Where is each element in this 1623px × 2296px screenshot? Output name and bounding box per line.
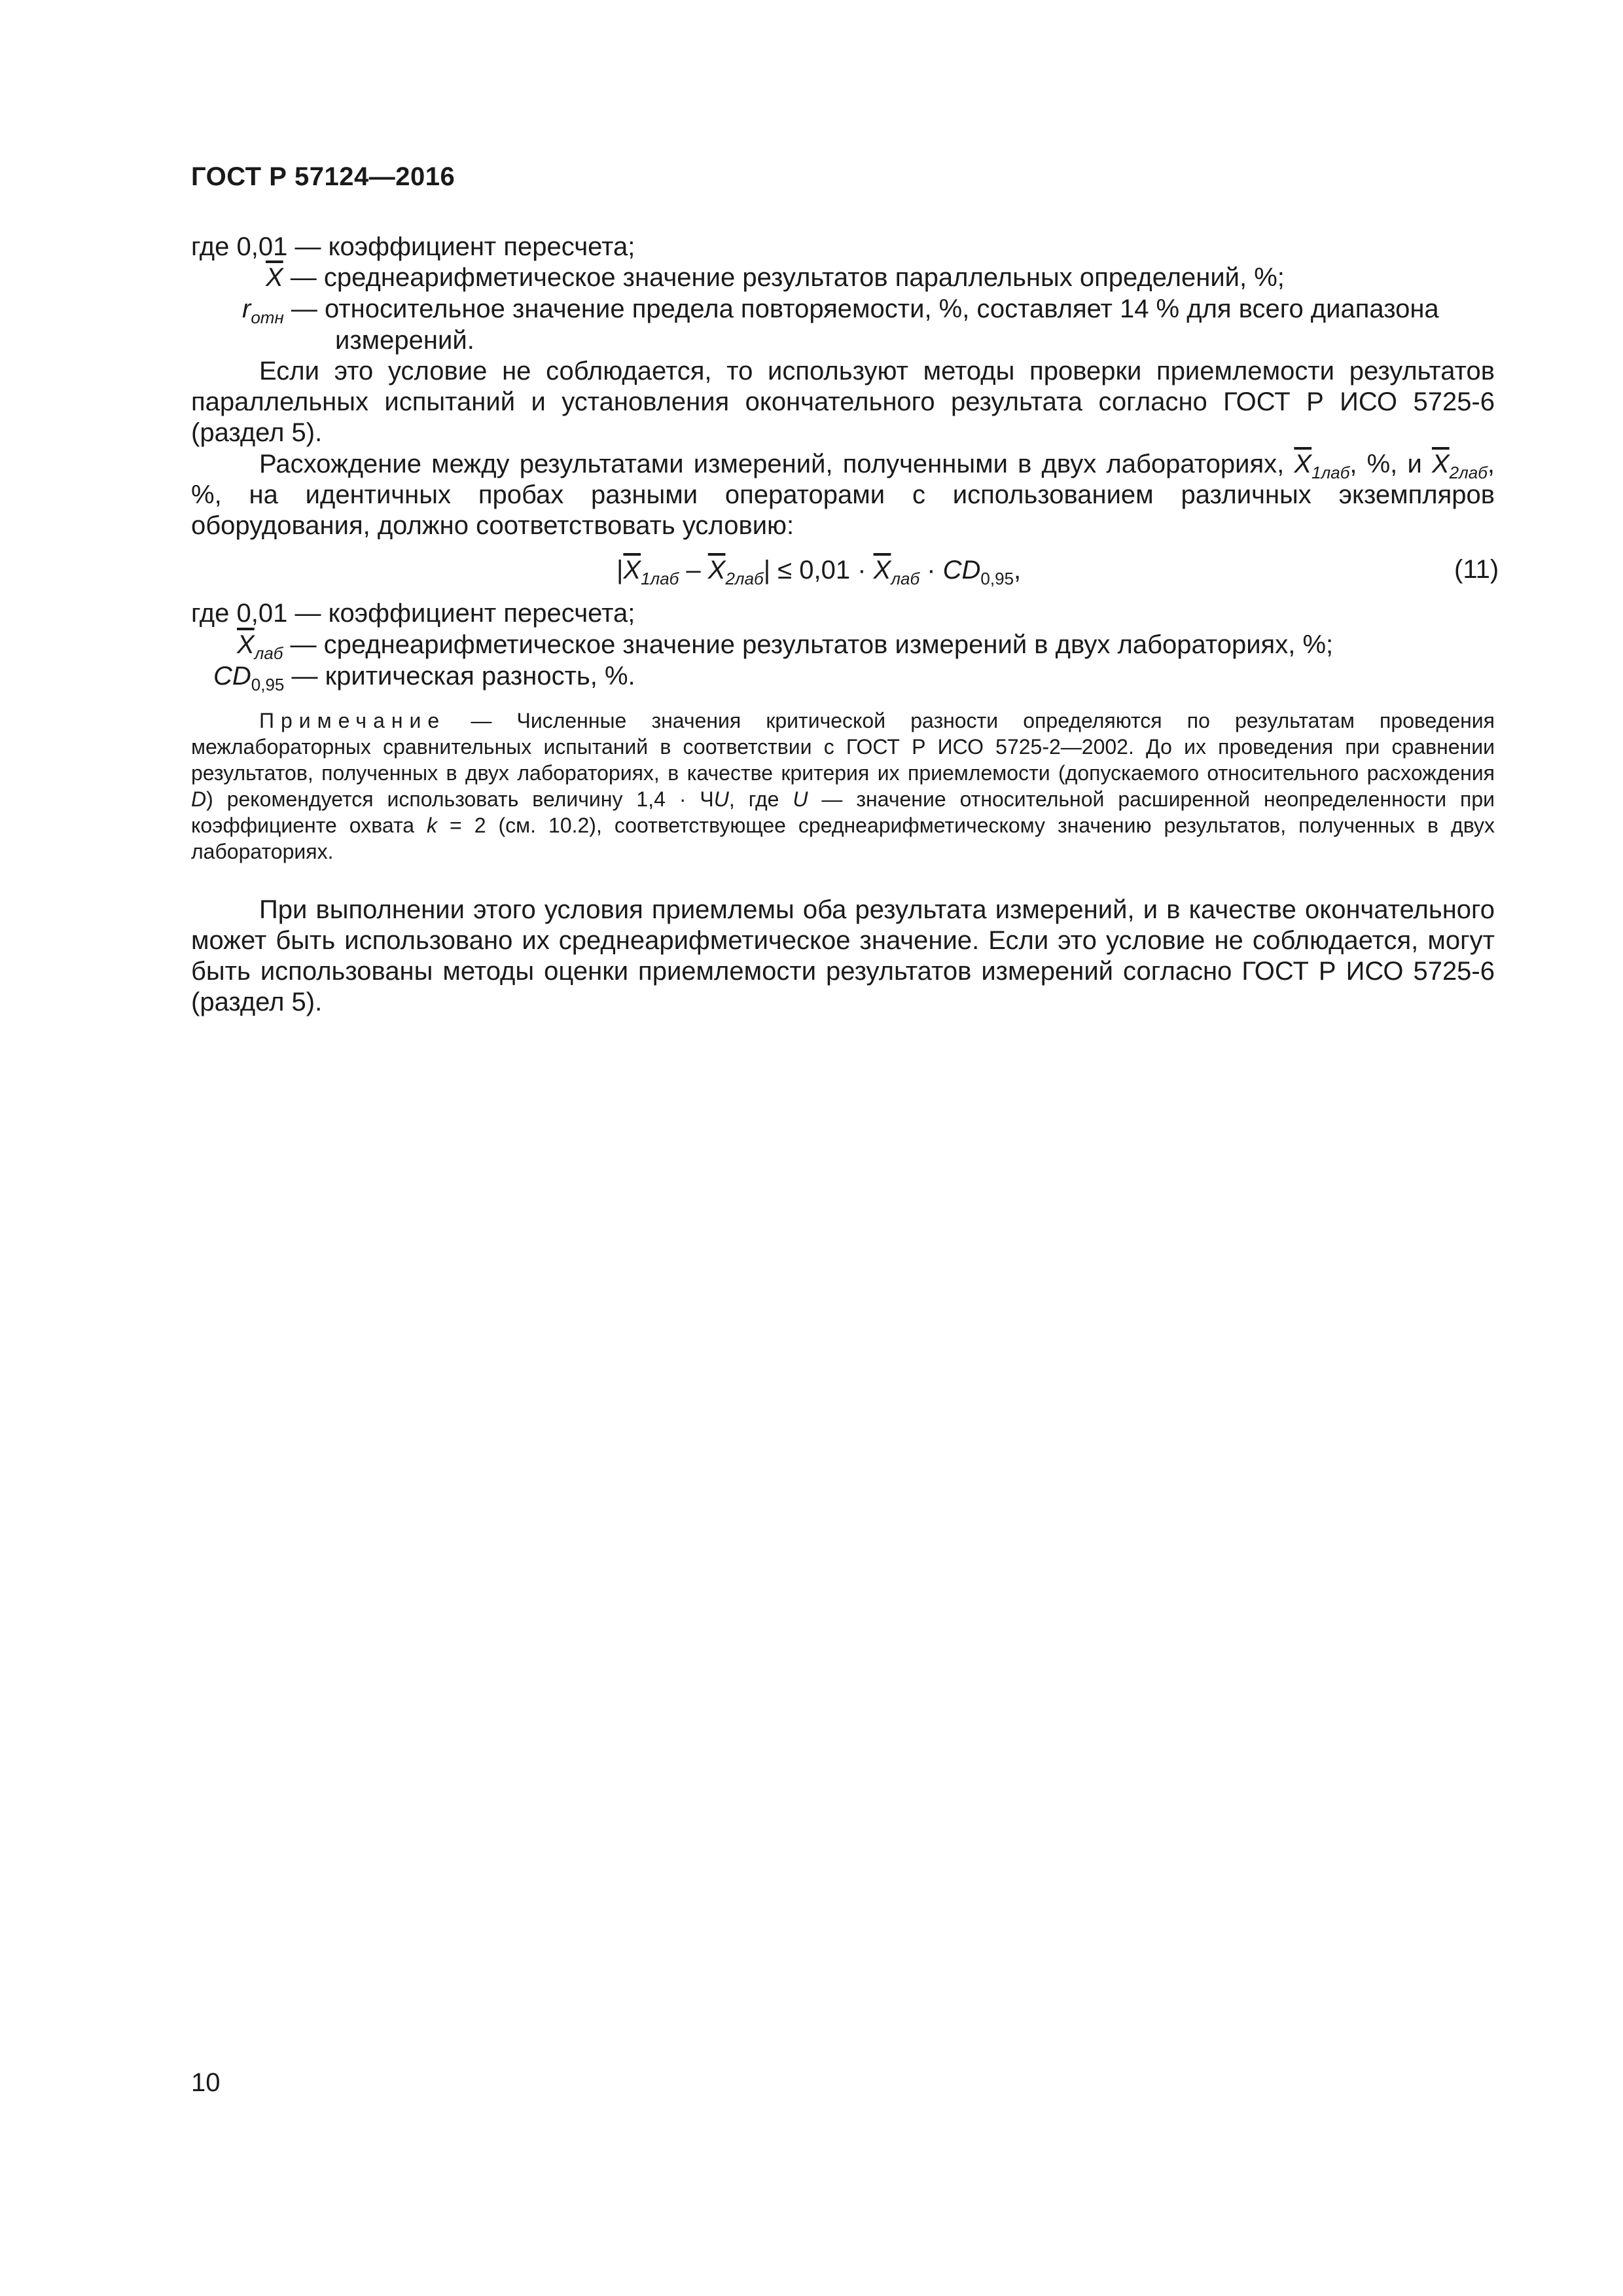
paragraph: При выполнении этого условия приемлемы оба результата измерений, и в качестве окончательного может быть использовано их среднеарифметическое значение. Если это условие не соблюдается, могут быть использованы методы оценки приемлемости результатов измерений согласно ГОСТ Р ИСО 5725-6 (раздел 5). <box>191 895 1495 1016</box>
note-symbol: k <box>427 814 438 837</box>
definition-term: где 0,01 <box>191 232 288 261</box>
definition-text: — среднеарифметическое значение результатов параллельных определений, %; <box>283 263 1285 292</box>
note-text: ) рекомендуется использовать величину 1,4 · Ч <box>206 787 714 811</box>
definition-row <box>191 598 635 629</box>
definition-term: r <box>242 295 251 323</box>
formula-symbol: $\overline{X}$ <box>873 556 891 584</box>
paragraph <box>191 449 1495 541</box>
formula-subscript: 1лаб <box>641 569 679 588</box>
definition-term: $\overline{X}$ <box>266 263 283 292</box>
formula-subscript: 2лаб <box>725 569 764 588</box>
formula-symbol: $\overline{X}$ <box>623 556 641 584</box>
note-text: , где <box>728 787 793 811</box>
note-text: = 2 (см. 10.2), соответствующее среднеарифметическому значению результатов, полученных в двух лабораториях. <box>191 814 1495 863</box>
formula-subscript: 0,95 <box>980 569 1014 588</box>
note-text: — Численные значения критической разности определяются по результатам проведения межлабораторных сравнительных испытаний в соответствии с ГОСТ Р ИСО 5725-2—2002. До их проведения при сравнении результатов, полученных в двух лабораториях, в качестве критерия их приемлемости (допускаемого относительного расхождения <box>191 709 1495 785</box>
definition-text: — среднеарифметическое значение результатов измерений в двух лабораториях, %; <box>283 630 1334 659</box>
definition-row <box>242 294 1439 325</box>
formula-subscript: лаб <box>891 569 920 588</box>
definition-term: где 0,01 <box>191 599 288 628</box>
note-block <box>191 708 1495 865</box>
definition-text: — критическая разность, %. <box>284 662 635 691</box>
formula-symbol: $\overline{X}$ <box>707 556 726 584</box>
definition-text: — относительное значение предела повторяемости, %, составляет 14 % для всего диапазона <box>283 295 1439 323</box>
note-label: Примечание <box>259 709 446 732</box>
formula-symbol: CD <box>942 556 981 584</box>
document-code-header: ГОСТ Р 57124—2016 <box>191 162 455 191</box>
formula-part: – <box>679 556 708 584</box>
formula-number: (11) <box>1454 555 1499 584</box>
symbol-x2-subscript: 2лаб <box>1449 463 1488 482</box>
definition-term-subscript: отн <box>251 308 284 327</box>
definition-continuation: измерений. <box>335 326 474 355</box>
symbol-x1-subscript: 1лаб <box>1311 463 1350 482</box>
note-symbol: U <box>793 787 808 811</box>
symbol-x2: $\overline{X}$ <box>1431 450 1450 478</box>
definition-row <box>191 232 635 262</box>
definition-row <box>266 262 1285 293</box>
note-text: — значение относительной расширенной неопределенности при коэффициенте охвата <box>191 787 1495 837</box>
definition-text: — коэффициент пересчета; <box>287 599 635 628</box>
formula-part: · <box>919 556 943 584</box>
definition-text: — коэффициент пересчета; <box>287 232 635 261</box>
note-symbol: D <box>191 787 207 811</box>
symbol-x1: $\overline{X}$ <box>1294 450 1312 478</box>
definition-term-subscript: 0,95 <box>251 675 285 694</box>
formula-part: , <box>1014 556 1022 584</box>
paragraph: Если это условие не соблюдается, то используют методы проверки приемлемости результатов параллельных испытаний и установления окончательного результата согласно ГОСТ Р ИСО 5725-6 (раздел 5). <box>191 357 1495 447</box>
paragraph-text: , %, и <box>1349 450 1432 478</box>
note-symbol: U <box>713 787 729 811</box>
formula-part: | ≤ 0,01 · <box>763 556 874 584</box>
paragraph-text: Расхождение между результатами измерений, полученными в двух лабораториях, <box>259 450 1294 478</box>
formula-part: | <box>616 556 624 584</box>
page-number: 10 <box>191 2068 221 2097</box>
definition-term: CD <box>213 662 251 691</box>
definition-row <box>213 661 635 692</box>
definition-term-subscript: лаб <box>254 643 283 663</box>
paragraph-text: , %, на идентичных пробах разными операторами с использованием различных экземпляров оборудования, должно соответствовать условию: <box>191 450 1495 540</box>
definition-row <box>237 630 1334 663</box>
formula <box>616 555 1021 586</box>
definition-term: $\overline{X}$ <box>237 630 255 659</box>
